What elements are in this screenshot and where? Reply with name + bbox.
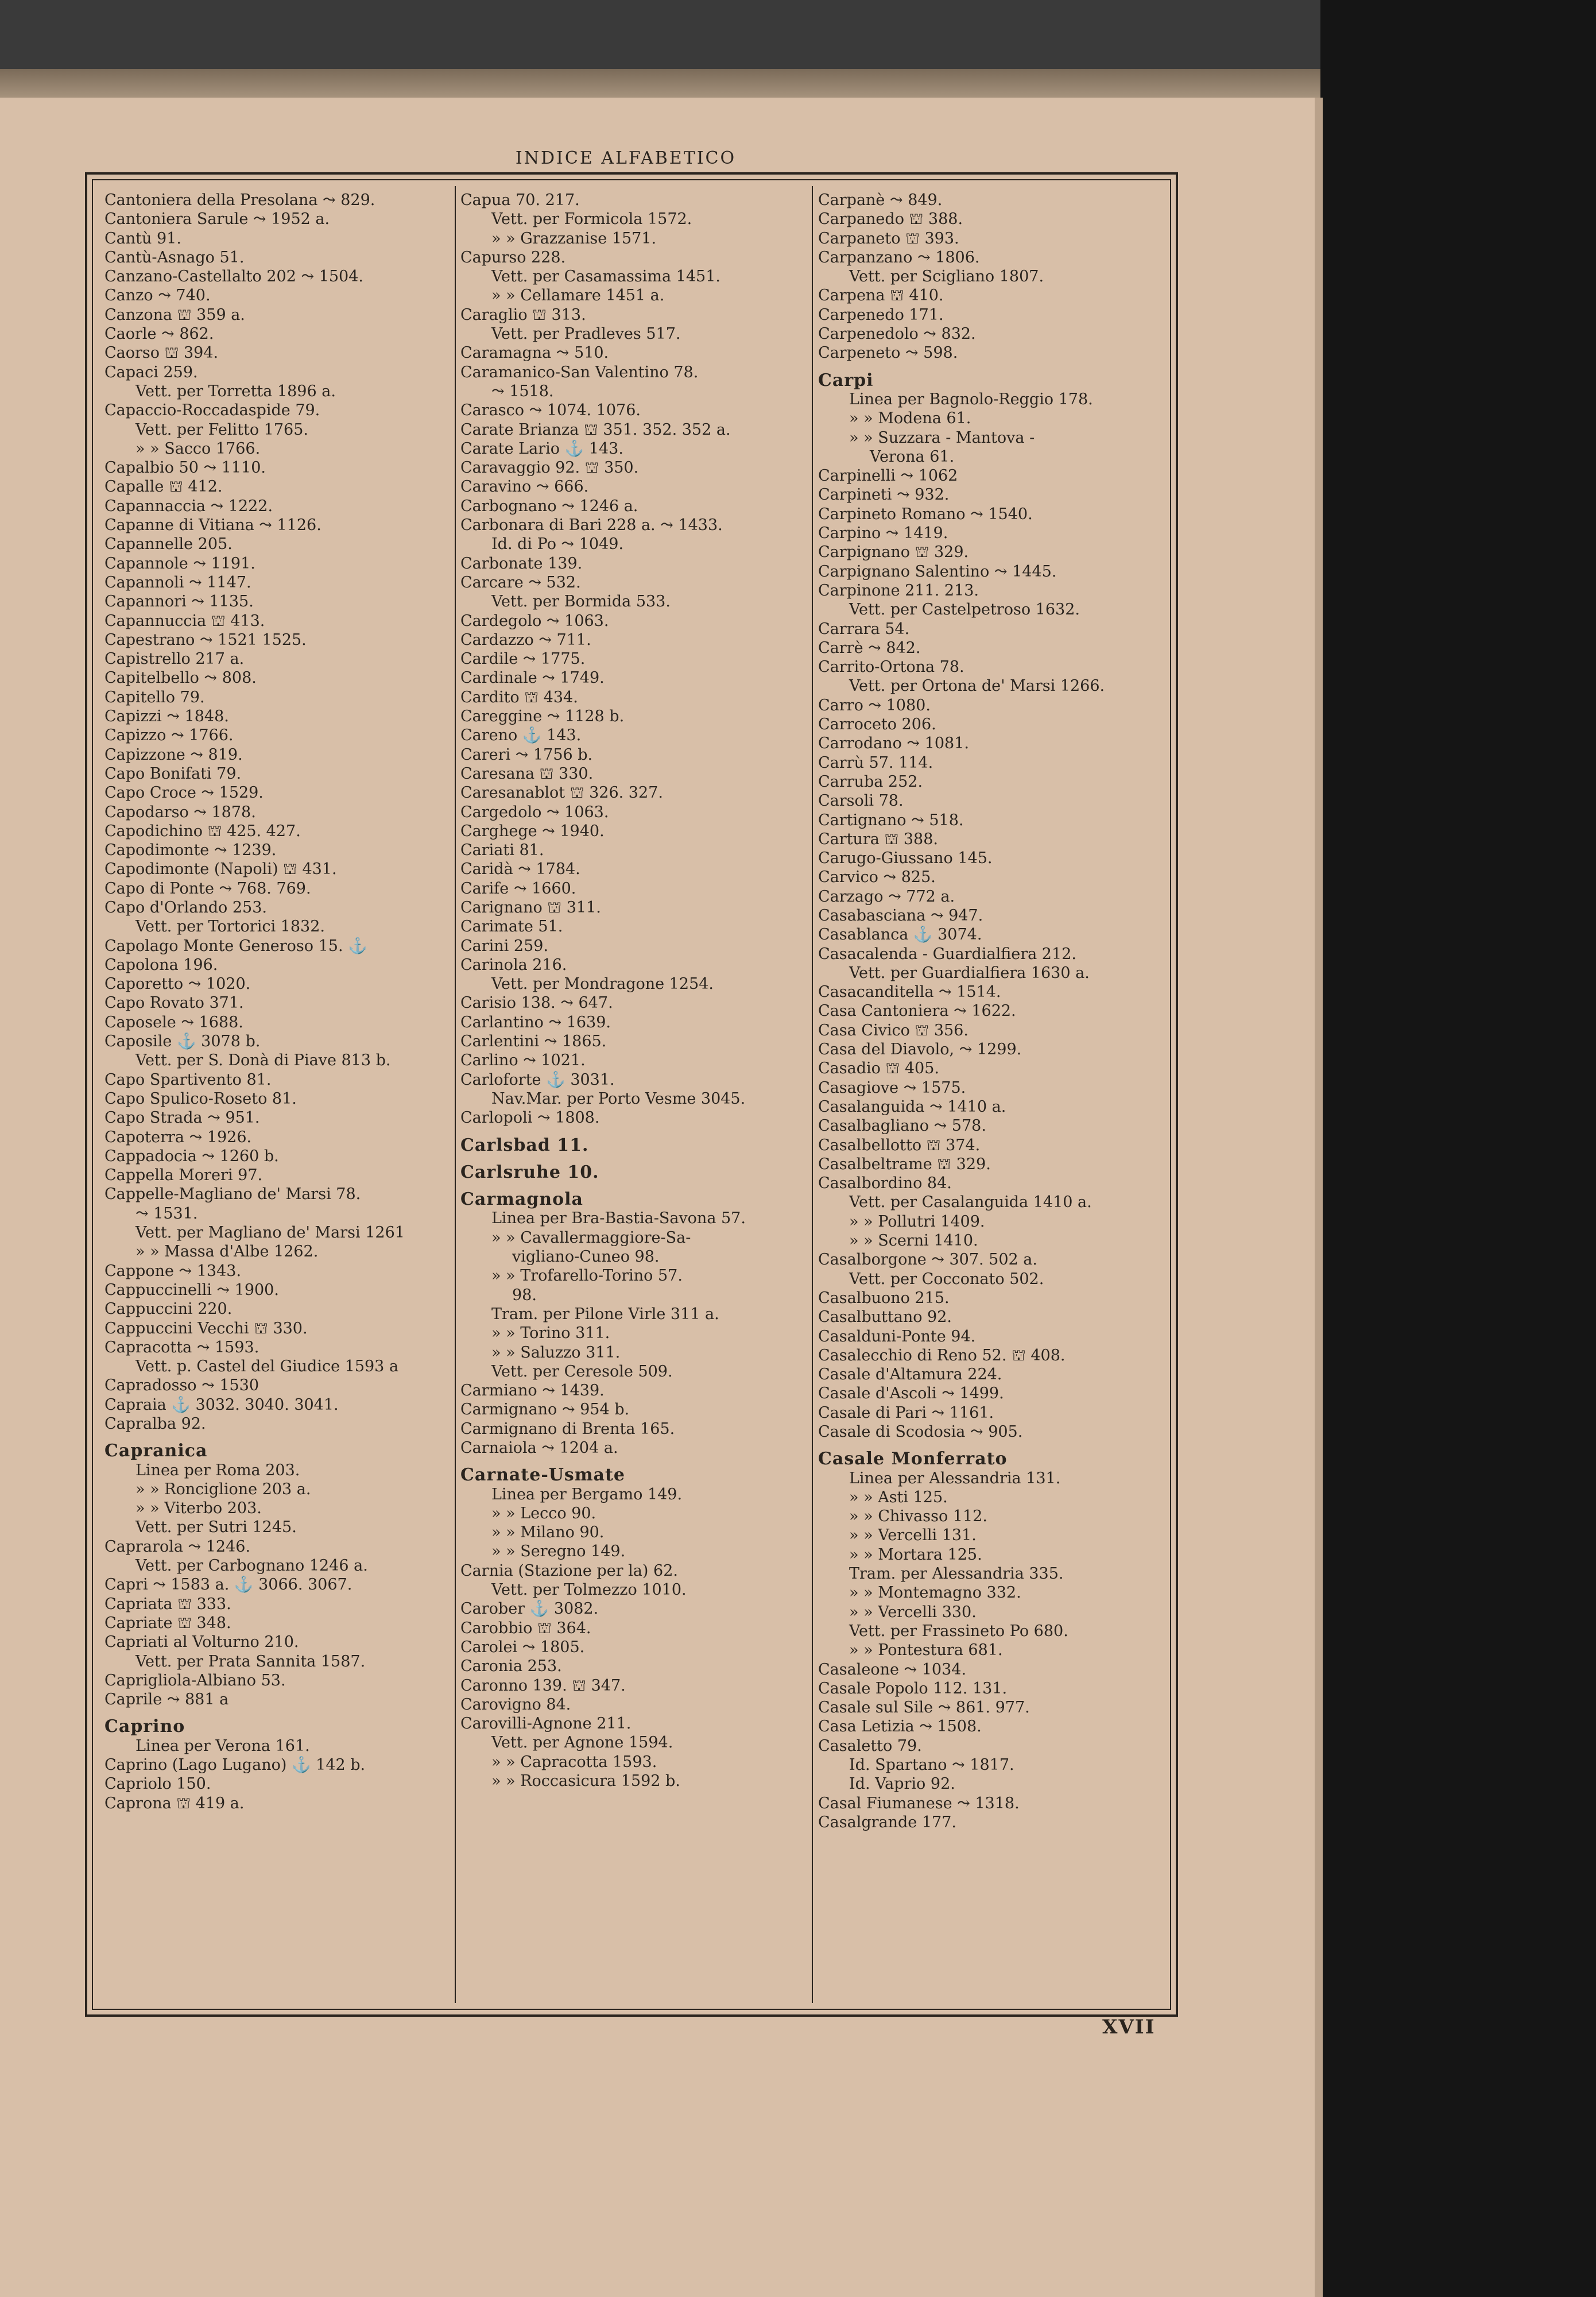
index-entry: Vett. per Pradleves 517. <box>491 325 681 343</box>
index-entry: Casalborgone ⤳ 307. 502 a. <box>818 1251 1037 1269</box>
index-entry: Casa Letizia ⤳ 1508. <box>818 1718 982 1736</box>
index-entry: Cappuccinelli ⤳ 1900. <box>104 1281 279 1299</box>
index-entry: Carrù 57. 114. <box>818 753 933 772</box>
index-entry: » » Roccasicura 1592 b. <box>491 1772 680 1791</box>
index-entry: Carnaiola ⤳ 1204 a. <box>460 1439 618 1457</box>
index-entry: Carlentini ⤳ 1865. <box>460 1033 607 1051</box>
index-entry: Carghege ⤳ 1940. <box>460 822 605 840</box>
index-entry: Canzano-Castellalto 202 ⤳ 1504. <box>104 268 363 286</box>
index-entry: Carimate 51. <box>460 918 563 936</box>
index-entry: Cargedolo ⤳ 1063. <box>460 803 609 821</box>
index-entry: Carlopoli ⤳ 1808. <box>460 1109 600 1127</box>
index-entry: Vett. per Felitto 1765. <box>135 420 308 439</box>
index-entry: Carpineto Romano ⤳ 1540. <box>818 505 1033 523</box>
index-entry: Casablanca ⚓ 3074. <box>818 926 982 944</box>
index-entry: Carrito-Ortona 78. <box>818 658 964 676</box>
index-entry: » » Pontestura 681. <box>849 1641 1003 1660</box>
index-entry: Carugo-Giussano 145. <box>818 849 993 868</box>
index-entry: Vett. per S. Donà di Piave 813 b. <box>135 1051 391 1070</box>
index-entry: Carasco ⤳ 1074. 1076. <box>460 401 641 420</box>
index-entry: Carrè ⤳ 842. <box>818 639 921 657</box>
index-entry: » » Cavallermaggiore-Sa- <box>491 1228 691 1247</box>
index-entry: Cardegolo ⤳ 1063. <box>460 612 609 630</box>
index-entry: » » Vercelli 131. <box>849 1526 977 1545</box>
index-heading: Carpi <box>818 370 874 390</box>
index-entry: » » Viterbo 203. <box>135 1499 262 1518</box>
index-entry: Capalle ⛫ 412. <box>104 478 223 496</box>
index-entry: Carpinelli ⤳ 1062 <box>818 467 958 485</box>
index-entry: Capodimonte ⤳ 1239. <box>104 841 277 860</box>
index-entry: Carife ⤳ 1660. <box>460 879 576 898</box>
index-entry: Capalbio 50 ⤳ 1110. <box>104 459 266 477</box>
index-entry: Capodichino ⛫ 425. 427. <box>104 822 301 840</box>
index-entry: » » Saluzzo 311. <box>491 1343 621 1362</box>
index-entry: Carinola 216. <box>460 956 567 974</box>
index-entry: Carini 259. <box>460 937 549 955</box>
index-entry: Carobbio ⛫ 364. <box>460 1619 591 1637</box>
index-entry: Capo Strada ⤳ 951. <box>104 1109 260 1127</box>
index-entry: Caprino (Lago Lugano) ⚓ 142 b. <box>104 1756 366 1774</box>
index-entry: Caprarola ⤳ 1246. <box>104 1537 251 1556</box>
index-entry: Capaccio-Roccadaspide 79. <box>104 401 320 420</box>
index-entry: Carbonara di Bari 228 a. ⤳ 1433. <box>460 516 723 535</box>
index-entry: Capriolo 150. <box>104 1775 211 1793</box>
index-entry: Carolei ⤳ 1805. <box>460 1638 585 1656</box>
index-entry: Casalbuttano 92. <box>818 1308 952 1327</box>
index-entry: Capo di Ponte ⤳ 768. 769. <box>104 879 311 898</box>
index-entry: Vett. per Sutri 1245. <box>135 1518 297 1537</box>
index-entry: Vett. per Casamassima 1451. <box>491 268 720 286</box>
index-entry: Caporetto ⤳ 1020. <box>104 975 251 993</box>
index-entry: » » Massa d'Albe 1262. <box>135 1243 319 1261</box>
index-entry: Carpeneto ⤳ 598. <box>818 344 958 362</box>
index-entry: Caridà ⤳ 1784. <box>460 860 580 879</box>
index-entry: Carober ⚓ 3082. <box>460 1600 599 1618</box>
index-entry: Linea per Bagnolo-Reggio 178. <box>849 390 1093 408</box>
index-entry: Cariati 81. <box>460 841 544 860</box>
index-entry: Capriata ⛫ 333. <box>104 1595 231 1613</box>
index-entry: Caronno 139. ⛫ 347. <box>460 1676 626 1695</box>
index-entry: Careno ⚓ 143. <box>460 726 582 745</box>
index-heading: Capranica <box>104 1441 208 1461</box>
index-entry: Tram. per Alessandria 335. <box>849 1565 1064 1583</box>
index-entry: » » Suzzara - Mantova - <box>849 428 1035 447</box>
index-entry: Casa del Diavolo, ⤳ 1299. <box>818 1041 1022 1059</box>
index-entry: Carruba 252. <box>818 772 923 791</box>
index-heading: Casale Monferrato <box>818 1449 1008 1469</box>
index-entry: Casalgrande 177. <box>818 1813 956 1831</box>
index-entry: Caorso ⛫ 394. <box>104 344 219 362</box>
index-entry: Capizzo ⤳ 1766. <box>104 726 234 745</box>
index-entry: Capitelbello ⤳ 808. <box>104 669 257 687</box>
index-entry: Carate Lario ⚓ 143. <box>460 439 623 458</box>
index-entry: Caposile ⚓ 3078 b. <box>104 1033 261 1051</box>
index-entry: Carovilli-Agnone 211. <box>460 1715 632 1733</box>
index-entry: Carrara 54. <box>818 620 910 638</box>
index-entry: Carzago ⤳ 772 a. <box>818 887 955 906</box>
index-entry: Carpenedo 171. <box>818 306 944 324</box>
index-entry: Carpino ⤳ 1419. <box>818 524 948 543</box>
index-entry: Cantoniera Sarule ⤳ 1952 a. <box>104 210 330 229</box>
index-entry: Vett. per Torretta 1896 a. <box>135 382 336 400</box>
index-entry: Capodimonte (Napoli) ⛫ 431. <box>104 860 337 879</box>
index-entry: » » Asti 125. <box>849 1488 948 1506</box>
index-entry: Caronia 253. <box>460 1657 562 1676</box>
index-entry: » » Modena 61. <box>849 409 971 428</box>
index-entry: Capitello 79. <box>104 688 205 706</box>
index-entry: Carbognano ⤳ 1246 a. <box>460 497 638 515</box>
index-entry: Vett. per Prata Sannita 1587. <box>135 1652 366 1670</box>
index-entry: Capolago Monte Generoso 15. ⚓ <box>104 937 367 955</box>
index-entry: Nav.Mar. per Porto Vesme 3045. <box>491 1089 746 1108</box>
index-entry: Caprigliola-Albiano 53. <box>104 1671 286 1689</box>
index-entry: Capralba 92. <box>104 1415 206 1433</box>
index-entry: Capriate ⛫ 348. <box>104 1614 231 1632</box>
index-entry: Cappuccini 220. <box>104 1300 233 1318</box>
index-entry: Careggine ⤳ 1128 b. <box>460 707 625 726</box>
index-entry: Verona 61. <box>870 447 955 466</box>
index-entry: Carmignano ⤳ 954 b. <box>460 1401 630 1419</box>
index-entry: Carcare ⤳ 532. <box>460 573 581 591</box>
index-entry: Carisio 138. ⤳ 647. <box>460 994 613 1012</box>
index-entry: » » Milano 90. <box>491 1523 605 1542</box>
index-entry: Capannole ⤳ 1191. <box>104 554 255 573</box>
index-entry: » » Ronciglione 203 a. <box>135 1480 311 1498</box>
index-entry: Cappone ⤳ 1343. <box>104 1262 242 1280</box>
index-entry: Caresana ⛫ 330. <box>460 764 594 783</box>
running-head: INDICE ALFABETICO <box>515 148 737 168</box>
index-entry: Carmignano di Brenta 165. <box>460 1420 675 1438</box>
background-right <box>1320 0 1596 2297</box>
index-entry: Casa Cantoniera ⤳ 1622. <box>818 1002 1016 1020</box>
index-entry: Capannoli ⤳ 1147. <box>104 573 251 591</box>
index-entry: » » Pollutri 1409. <box>849 1212 985 1231</box>
index-entry: Carpanzano ⤳ 1806. <box>818 248 980 266</box>
index-entry: Cardito ⛫ 434. <box>460 688 578 706</box>
column-divider <box>812 186 813 2003</box>
index-entry: Capo Croce ⤳ 1529. <box>104 784 264 802</box>
index-entry: » » Lecco 90. <box>491 1504 596 1522</box>
index-entry: Carlino ⤳ 1021. <box>460 1051 586 1070</box>
index-entry: Capizzi ⤳ 1848. <box>104 707 229 726</box>
index-entry: Cantù-Asnago 51. <box>104 248 245 266</box>
index-entry: Carvico ⤳ 825. <box>818 868 936 887</box>
index-entry: Casal Fiumanese ⤳ 1318. <box>818 1794 1020 1812</box>
index-entry: Casalbeltrame ⛫ 329. <box>818 1155 991 1173</box>
index-entry: Capodarso ⤳ 1878. <box>104 803 256 821</box>
index-entry: » » Vercelli 330. <box>849 1603 977 1621</box>
index-entry: Casalduni-Ponte 94. <box>818 1327 976 1345</box>
index-entry: ⤳ 1531. <box>135 1204 198 1223</box>
index-entry: » » Grazzanise 1571. <box>491 229 657 248</box>
index-entry: Canzona ⛫ 359 a. <box>104 306 245 324</box>
index-entry: Casalanguida ⤳ 1410 a. <box>818 1097 1006 1116</box>
index-entry: Vett. per Casalanguida 1410 a. <box>849 1193 1092 1212</box>
index-entry: Capistrello 217 a. <box>104 650 245 668</box>
index-entry: Vett. per Ceresole 509. <box>491 1362 673 1380</box>
index-entry: Tram. per Pilone Virle 311 a. <box>491 1305 719 1323</box>
index-heading: Carnate-Usmate <box>460 1465 625 1485</box>
index-entry: » » Torino 311. <box>491 1324 610 1343</box>
index-entry: Capo Spulico-Roseto 81. <box>104 1089 297 1108</box>
index-entry: Casalecchio di Reno 52. ⛫ 408. <box>818 1346 1066 1364</box>
index-entry: Capanne di Vitiana ⤳ 1126. <box>104 516 321 535</box>
index-entry: Vett. per Cocconato 502. <box>849 1270 1044 1288</box>
index-entry: Careri ⤳ 1756 b. <box>460 745 593 764</box>
index-entry: Carro ⤳ 1080. <box>818 696 931 714</box>
index-entry: Caprona ⛫ 419 a. <box>104 1794 245 1812</box>
index-entry: Casa Civico ⛫ 356. <box>818 1021 969 1039</box>
index-column-1 <box>104 191 449 1813</box>
index-entry: Carlantino ⤳ 1639. <box>460 1013 611 1031</box>
index-entry: Cartignano ⤳ 518. <box>818 811 964 829</box>
book-page <box>0 98 1323 2297</box>
index-entry: Carloforte ⚓ 3031. <box>460 1070 615 1089</box>
index-entry: Casaletto 79. <box>818 1737 922 1755</box>
index-entry: Cappadocia ⤳ 1260 b. <box>104 1147 279 1165</box>
index-entry: Linea per Bra-Bastia-Savona 57. <box>491 1209 746 1228</box>
index-entry: Id. Vaprio 92. <box>849 1775 955 1793</box>
index-entry: Carpanedo ⛫ 388. <box>818 210 963 229</box>
index-entry: Carmiano ⤳ 1439. <box>460 1382 605 1400</box>
index-entry: Caravaggio 92. ⛫ 350. <box>460 459 639 477</box>
index-entry: Casalbordino 84. <box>818 1174 952 1193</box>
index-entry: Cantù 91. <box>104 229 181 248</box>
index-entry: Cardile ⤳ 1775. <box>460 650 586 668</box>
index-entry: Casagiove ⤳ 1575. <box>818 1078 966 1097</box>
index-entry: » » Sacco 1766. <box>135 439 261 458</box>
index-entry: Capo d'Orlando 253. <box>104 898 267 917</box>
index-column-3 <box>818 191 1163 1832</box>
index-entry: Vett. per Agnone 1594. <box>491 1734 673 1752</box>
index-entry: Casale sul Sile ⤳ 861. 977. <box>818 1699 1030 1717</box>
index-entry: » » Cellamare 1451 a. <box>491 287 665 305</box>
index-entry: » » Mortara 125. <box>849 1545 982 1564</box>
column-divider <box>455 186 456 2003</box>
index-entry: Capannelle 205. <box>104 535 233 554</box>
index-entry: Casale di Scodosia ⤳ 905. <box>818 1423 1023 1441</box>
index-entry: Carignano ⛫ 311. <box>460 898 601 917</box>
index-entry: Capannori ⤳ 1135. <box>104 593 254 611</box>
index-entry: Cappella Moreri 97. <box>104 1166 263 1185</box>
index-entry: Caramagna ⤳ 510. <box>460 344 609 362</box>
index-entry: Capracotta ⤳ 1593. <box>104 1338 259 1356</box>
index-entry: Casale d'Altamura 224. <box>818 1366 1002 1384</box>
index-heading: Carmagnola <box>460 1190 583 1209</box>
index-entry: Capraia ⚓ 3032. 3040. 3041. <box>104 1395 339 1414</box>
index-entry: Linea per Verona 161. <box>135 1737 310 1755</box>
index-entry: Caresanablot ⛫ 326. 327. <box>460 784 663 802</box>
index-entry: Casale Popolo 112. 131. <box>818 1679 1008 1697</box>
index-entry: Capua 70. 217. <box>460 191 580 209</box>
index-entry: Carroceto 206. <box>818 716 936 734</box>
index-entry: Id. di Po ⤳ 1049. <box>491 535 624 554</box>
index-entry: Linea per Roma 203. <box>135 1461 300 1479</box>
index-entry: » » Chivasso 112. <box>849 1507 987 1526</box>
index-entry: Cappuccini Vecchi ⛫ 330. <box>104 1319 308 1337</box>
index-entry: Carpanè ⤳ 849. <box>818 191 943 209</box>
index-entry: Capurso 228. <box>460 248 566 266</box>
index-frame <box>85 172 1178 2017</box>
index-entry: » » Trofarello-Torino 57. <box>491 1267 683 1285</box>
index-entry: Capoterra ⤳ 1926. <box>104 1128 252 1146</box>
index-entry: Capizzone ⤳ 819. <box>104 745 243 764</box>
index-entry: Vett. per Scigliano 1807. <box>849 268 1044 286</box>
index-heading: Carlsruhe 10. <box>460 1162 599 1182</box>
index-entry: Carpignano Salentino ⤳ 1445. <box>818 562 1057 581</box>
index-entry: Capo Bonifati 79. <box>104 764 242 783</box>
index-entry: Vett. per Magliano de' Marsi 1261 <box>135 1224 405 1242</box>
index-entry: Vett. per Formicola 1572. <box>491 210 692 229</box>
index-entry: Carpignano ⛫ 329. <box>818 543 969 562</box>
index-entry: Caorle ⤳ 862. <box>104 325 214 343</box>
index-entry: Casacanditella ⤳ 1514. <box>818 983 1001 1001</box>
index-entry: Id. Spartano ⤳ 1817. <box>849 1756 1014 1774</box>
index-entry: Cardinale ⤳ 1749. <box>460 669 605 687</box>
index-entry: Vett. per Guardialfiera 1630 a. <box>849 964 1090 982</box>
index-entry: Carnia (Stazione per la) 62. <box>460 1561 678 1580</box>
index-entry: Capannaccia ⤳ 1222. <box>104 497 273 515</box>
index-entry: Carsoli 78. <box>818 792 904 810</box>
index-column-2 <box>460 191 805 1791</box>
index-entry: Carpaneto ⛫ 393. <box>818 229 959 248</box>
index-entry: Caravino ⤳ 666. <box>460 478 589 496</box>
index-entry: » » Seregno 149. <box>491 1542 626 1561</box>
index-entry: Vett. per Bormida 533. <box>491 593 671 611</box>
index-entry: » » Capracotta 1593. <box>491 1753 657 1771</box>
index-entry: Vett. per Tortorici 1832. <box>135 918 325 936</box>
index-entry: Vett. per Castelpetroso 1632. <box>849 601 1080 619</box>
index-heading: Caprino <box>104 1717 185 1737</box>
index-entry: Capradosso ⤳ 1530 <box>104 1376 259 1395</box>
index-entry: Caprile ⤳ 881 a <box>104 1691 229 1709</box>
index-entry: » » Montemagno 332. <box>849 1584 1021 1602</box>
index-entry: Casale d'Ascoli ⤳ 1499. <box>818 1385 1004 1403</box>
index-entry: Carovigno 84. <box>460 1695 571 1714</box>
index-entry: Caramanico-San Valentino 78. <box>460 363 699 381</box>
page-number: XVII <box>1102 2016 1156 2039</box>
index-entry: vigliano-Cuneo 98. <box>512 1248 660 1266</box>
index-entry: Cartura ⛫ 388. <box>818 830 939 848</box>
index-entry: Capo Spartivento 81. <box>104 1070 272 1089</box>
index-entry: Cantoniera della Presolana ⤳ 829. <box>104 191 375 209</box>
index-entry: Carpineti ⤳ 932. <box>818 486 950 504</box>
index-entry: Casacalenda - Guardialfiera 212. <box>818 945 1076 963</box>
index-entry: » » Scerni 1410. <box>849 1232 978 1250</box>
index-entry: Vett. per Tolmezzo 1010. <box>491 1581 687 1599</box>
index-entry: Linea per Alessandria 131. <box>849 1469 1061 1487</box>
index-entry: Vett. per Carbognano 1246 a. <box>135 1557 368 1575</box>
index-entry: ⤳ 1518. <box>491 382 554 400</box>
index-entry: Caposele ⤳ 1688. <box>104 1013 243 1031</box>
index-heading: Carlsbad 11. <box>460 1135 589 1155</box>
index-entry: Casalbellotto ⛫ 374. <box>818 1136 981 1154</box>
index-entry: Capo Rovato 371. <box>104 994 244 1012</box>
index-entry: Capriati al Volturno 210. <box>104 1633 299 1652</box>
index-entry: Casadio ⛫ 405. <box>818 1059 939 1078</box>
index-entry: Casalbuono 215. <box>818 1289 950 1307</box>
index-entry: Capolona 196. <box>104 956 218 974</box>
index-entry: Canzo ⤳ 740. <box>104 287 211 305</box>
index-entry: Caraglio ⛫ 313. <box>460 306 586 324</box>
index-entry: Carate Brianza ⛫ 351. 352. 352 a. <box>460 420 731 439</box>
index-entry: Linea per Bergamo 149. <box>491 1485 683 1503</box>
index-entry: Casaleone ⤳ 1034. <box>818 1660 967 1679</box>
index-entry: Vett. per Ortona de' Marsi 1266. <box>849 677 1105 695</box>
index-entry: 98. <box>512 1286 537 1304</box>
index-entry: Vett. per Mondragone 1254. <box>491 975 714 993</box>
index-entry: Vett. per Frassineto Po 680. <box>849 1622 1068 1640</box>
index-entry: Cappelle-Magliano de' Marsi 78. <box>104 1185 361 1204</box>
index-entry: Capri ⤳ 1583 a. ⚓ 3066. 3067. <box>104 1576 352 1594</box>
index-entry: Capaci 259. <box>104 363 198 381</box>
index-entry: Cardazzo ⤳ 711. <box>460 631 591 649</box>
index-entry: Carpenedolo ⤳ 832. <box>818 325 976 343</box>
index-entry: Capestrano ⤳ 1521 1525. <box>104 631 307 649</box>
index-entry: Carbonate 139. <box>460 554 583 573</box>
index-entry: Carrodano ⤳ 1081. <box>818 734 969 753</box>
index-entry: Casale di Pari ⤳ 1161. <box>818 1403 994 1422</box>
index-entry: Carpinone 211. 213. <box>818 581 979 600</box>
index-entry: Carpena ⛫ 410. <box>818 287 944 305</box>
index-entry: Vett. p. Castel del Giudice 1593 a <box>135 1358 399 1376</box>
index-entry: Casabasciana ⤳ 947. <box>818 906 983 925</box>
index-entry: Capannuccia ⛫ 413. <box>104 612 265 630</box>
index-entry: Casalbagliano ⤳ 578. <box>818 1117 986 1135</box>
